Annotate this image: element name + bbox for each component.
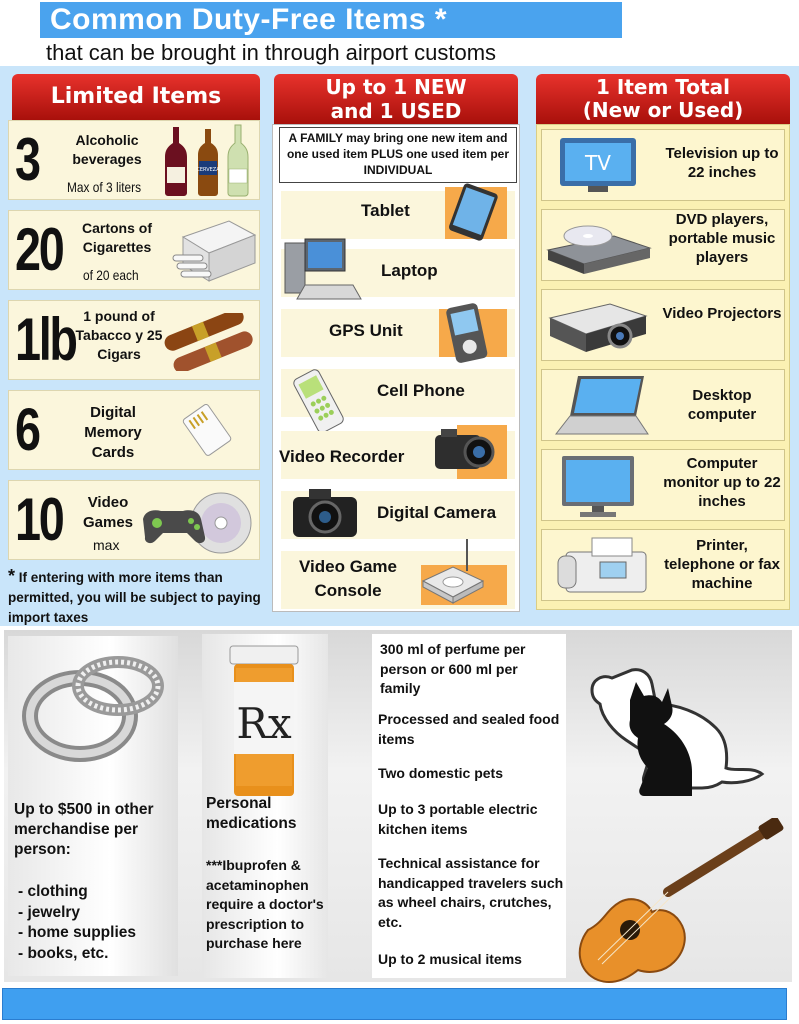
- merchandise-item: - clothing: [18, 883, 88, 900]
- pets-icon: [584, 660, 774, 800]
- item-desktop-computer: [541, 369, 785, 441]
- item-video-recorder: [281, 431, 515, 479]
- desktop-computer-icon: [283, 233, 365, 305]
- svg-text:CERVEZA: CERVEZA: [196, 167, 220, 173]
- item-video-game-console: [281, 551, 515, 609]
- other-items-panel: [372, 634, 566, 978]
- item-laptop: [281, 249, 515, 297]
- medications-note: ***Ibuprofen & acetaminophen require a doctor's prescription to purchase here: [206, 857, 324, 952]
- other-item-musical: Up to 2 musical items: [378, 951, 522, 967]
- new-used-heading-line1: Up to 1 NEW: [325, 75, 467, 99]
- game-controller-icon: [137, 489, 259, 555]
- tv-screen-text: TV: [585, 151, 611, 175]
- digital-camera-icon: [289, 483, 361, 543]
- other-item-assistance: Technical assistance for handicapped travelers such as wheel chairs, crutches, etc.: [378, 855, 564, 930]
- other-item-kitchen: Up to 3 portable electric kitchen items: [378, 801, 538, 837]
- merchandise-list: [18, 882, 136, 964]
- merchandise-item: - jewelry: [18, 903, 81, 921]
- monitor-icon: [558, 452, 638, 520]
- projector-icon: [546, 294, 650, 358]
- bottles-icon: [163, 123, 257, 199]
- item-label: Cell Phone: [377, 381, 465, 400]
- page-subtitle: that can be brought in through airport customs: [46, 40, 497, 65]
- dvd-player-icon: [544, 216, 654, 278]
- limit-sub: of 20 each: [83, 267, 139, 283]
- gps-icon: [441, 301, 493, 367]
- item-label: Video Projectors: [662, 305, 782, 322]
- item-computer-monitor: [541, 449, 785, 521]
- cigars-icon: [159, 313, 259, 371]
- limit-number: 20: [15, 216, 63, 283]
- memory-card-icon: [177, 399, 241, 463]
- item-label: Laptop: [381, 261, 438, 280]
- merchandise-item: - books, etc.: [18, 944, 109, 962]
- merchandise-panel: [8, 636, 178, 976]
- item-label: GPS Unit: [329, 321, 403, 340]
- cell-phone-icon: [287, 367, 351, 437]
- item-label: Computer monitor up to 22 inches: [663, 455, 781, 510]
- footer-bar: [2, 988, 787, 1020]
- medications-title: Personal medications: [206, 795, 297, 832]
- item-label: Video Game Console: [299, 557, 397, 600]
- limit-number: 1lb: [15, 306, 76, 373]
- item-gps: [281, 309, 515, 357]
- cigarette-carton-icon: [169, 217, 257, 287]
- other-item-pets: Two domestic pets: [378, 765, 503, 781]
- item-label: Tablet: [361, 201, 410, 220]
- page-title: Common Duty-Free Items *: [40, 2, 622, 38]
- limit-number: 3: [15, 126, 39, 193]
- limited-items-heading: Limited Items: [12, 74, 260, 120]
- item-label: Television up to 22 inches: [665, 145, 779, 181]
- item-label: Video Recorder: [279, 447, 405, 466]
- video-recorder-icon: [427, 421, 499, 483]
- medications-panel: [202, 634, 328, 978]
- limited-row-alcohol: [8, 120, 260, 200]
- merchandise-title: Up to $500 in other merchandise per person:: [14, 801, 154, 858]
- limit-sub: max: [93, 537, 120, 553]
- rx-label: Rx: [236, 699, 292, 748]
- item-digital-camera: [281, 491, 515, 539]
- game-console-icon: [417, 537, 487, 609]
- limit-number: 10: [15, 486, 63, 553]
- footnote-text: If entering with more items than permitted, you will be subject to paying import taxes: [8, 570, 261, 625]
- new-used-heading-line2: and 1 USED: [330, 99, 462, 123]
- one-item-column: [536, 124, 790, 610]
- television-icon: [556, 134, 640, 196]
- limit-sub: Max of 3 liters: [67, 179, 142, 195]
- limits-footnote: [8, 566, 270, 628]
- rings-icon: [18, 642, 168, 772]
- guitar-icon: [568, 818, 788, 984]
- pill-bottle-icon: [224, 642, 304, 800]
- item-label: DVD players, portable music players: [668, 211, 776, 266]
- item-dvd-player: [541, 209, 785, 281]
- limited-row-video-games: [8, 480, 260, 560]
- limit-label: Video Games: [82, 494, 134, 531]
- new-used-column: [272, 124, 520, 612]
- item-printer: [541, 529, 785, 601]
- item-label: Desktop computer: [687, 387, 757, 423]
- one-item-heading: [536, 74, 790, 124]
- limited-items-column: [8, 120, 262, 560]
- one-item-heading-line1: 1 Item Total: [596, 75, 730, 99]
- limit-label: 1 pound of Tabacco y 25 Cigars: [75, 308, 163, 362]
- limited-row-tobacco: [8, 300, 260, 380]
- other-item-food: Processed and sealed food items: [378, 711, 560, 747]
- limit-label: Digital Memory Cards: [84, 404, 142, 461]
- laptop-icon: [548, 372, 652, 440]
- one-item-heading-line2: (New or Used): [582, 98, 744, 122]
- limit-label: Alcoholic beverages: [72, 132, 142, 167]
- limited-row-cigarettes: [8, 210, 260, 290]
- footnote-asterisk: *: [8, 566, 16, 586]
- item-tablet: [281, 191, 515, 239]
- tablet-icon: [443, 181, 503, 245]
- limit-number: 6: [15, 396, 39, 463]
- item-label: Printer, telephone or fax machine: [664, 537, 780, 592]
- item-projector: [541, 289, 785, 361]
- item-cell-phone: [281, 369, 515, 417]
- new-used-heading: [274, 74, 518, 124]
- item-television: [541, 129, 785, 201]
- merchandise-item: - home supplies: [18, 924, 136, 941]
- family-note: A FAMILY may bring one new item and one used item PLUS one used item per INDIVIDUAL: [279, 127, 517, 183]
- other-item-perfume: 300 ml of perfume per person or 600 ml per family: [380, 641, 526, 696]
- item-label: Digital Camera: [377, 503, 497, 522]
- fax-machine-icon: [556, 534, 652, 598]
- limit-label: Cartons of Cigarettes: [82, 220, 152, 255]
- limited-row-memory-cards: [8, 390, 260, 470]
